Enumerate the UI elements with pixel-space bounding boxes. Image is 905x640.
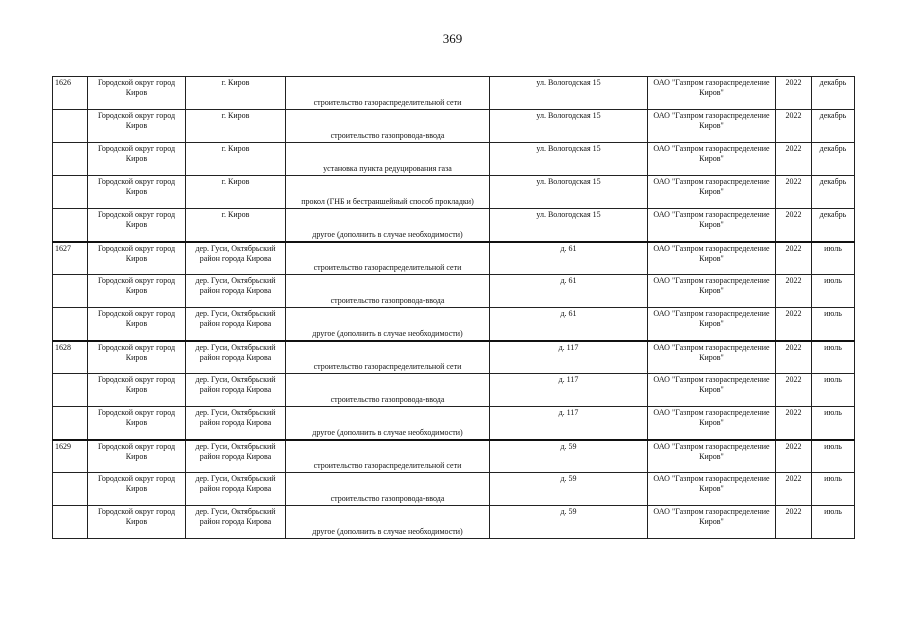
organization-cell: ОАО "Газпром газораспределение Киров"	[648, 110, 776, 143]
work-type-cell: другое (дополнить в случае необходимости)	[286, 506, 490, 539]
address-cell: д. 59	[490, 440, 648, 473]
organization-cell: ОАО "Газпром газораспределение Киров"	[648, 77, 776, 110]
year-cell: 2022	[776, 209, 812, 242]
month-cell: декабрь	[812, 209, 855, 242]
organization-cell: ОАО "Газпром газораспределение Киров"	[648, 473, 776, 506]
month-cell: июль	[812, 275, 855, 308]
year-cell: 2022	[776, 506, 812, 539]
work-type-cell: строительство газопровода-ввода	[286, 473, 490, 506]
locality-cell: г. Киров	[186, 176, 286, 209]
municipality-cell: Городской округ город Киров	[88, 374, 186, 407]
work-type-cell: установка пункта редуцирования газа	[286, 143, 490, 176]
year-cell: 2022	[776, 407, 812, 440]
table-row	[53, 308, 855, 341]
month-cell: июль	[812, 341, 855, 374]
year-cell: 2022	[776, 473, 812, 506]
year-cell: 2022	[776, 77, 812, 110]
table-row	[53, 440, 855, 473]
table-row	[53, 374, 855, 407]
work-type-cell: строительство газопровода-ввода	[286, 275, 490, 308]
row-number-cell	[53, 473, 88, 506]
organization-cell: ОАО "Газпром газораспределение Киров"	[648, 275, 776, 308]
row-number-cell: 1629	[53, 440, 88, 473]
municipality-cell: Городской округ город Киров	[88, 110, 186, 143]
address-cell: д. 117	[490, 374, 648, 407]
table-row	[53, 209, 855, 242]
locality-cell: дер. Гуси, Октябрьский район города Кирова	[186, 506, 286, 539]
address-cell: ул. Вологодская 15	[490, 77, 648, 110]
address-cell: д. 59	[490, 473, 648, 506]
year-cell: 2022	[776, 440, 812, 473]
table-row	[53, 110, 855, 143]
work-type-cell: строительство газораспределительной сети	[286, 341, 490, 374]
organization-cell: ОАО "Газпром газораспределение Киров"	[648, 506, 776, 539]
year-cell: 2022	[776, 110, 812, 143]
municipality-cell: Городской округ город Киров	[88, 440, 186, 473]
month-cell: июль	[812, 440, 855, 473]
address-cell: д. 61	[490, 275, 648, 308]
month-cell: июль	[812, 308, 855, 341]
address-cell: ул. Вологодская 15	[490, 143, 648, 176]
month-cell: декабрь	[812, 143, 855, 176]
table-row	[53, 143, 855, 176]
organization-cell: ОАО "Газпром газораспределение Киров"	[648, 308, 776, 341]
address-cell: д. 59	[490, 506, 648, 539]
organization-cell: ОАО "Газпром газораспределение Киров"	[648, 407, 776, 440]
row-number-cell	[53, 176, 88, 209]
locality-cell: г. Киров	[186, 209, 286, 242]
municipality-cell: Городской округ город Киров	[88, 473, 186, 506]
month-cell: декабрь	[812, 77, 855, 110]
month-cell: июль	[812, 242, 855, 275]
page-number: 369	[442, 31, 463, 46]
row-number-cell	[53, 209, 88, 242]
table-row	[53, 407, 855, 440]
organization-cell: ОАО "Газпром газораспределение Киров"	[648, 209, 776, 242]
locality-cell: г. Киров	[186, 110, 286, 143]
row-number-cell: 1628	[53, 341, 88, 374]
month-cell: июль	[812, 473, 855, 506]
municipality-cell: Городской округ город Киров	[88, 77, 186, 110]
locality-cell: г. Киров	[186, 143, 286, 176]
row-number-cell	[53, 506, 88, 539]
work-type-cell: строительство газораспределительной сети	[286, 440, 490, 473]
row-number-cell	[53, 308, 88, 341]
address-cell: д. 117	[490, 407, 648, 440]
organization-cell: ОАО "Газпром газораспределение Киров"	[648, 374, 776, 407]
year-cell: 2022	[776, 374, 812, 407]
organization-cell: ОАО "Газпром газораспределение Киров"	[648, 143, 776, 176]
locality-cell: г. Киров	[186, 77, 286, 110]
row-number-cell: 1626	[53, 77, 88, 110]
row-number-cell	[53, 407, 88, 440]
address-cell: ул. Вологодская 15	[490, 176, 648, 209]
organization-cell: ОАО "Газпром газораспределение Киров"	[648, 242, 776, 275]
locality-cell: дер. Гуси, Октябрьский район города Кирова	[186, 374, 286, 407]
year-cell: 2022	[776, 176, 812, 209]
registry-table	[52, 76, 855, 539]
work-type-cell: строительство газораспределительной сети	[286, 242, 490, 275]
table-row	[53, 275, 855, 308]
address-cell: д. 117	[490, 341, 648, 374]
month-cell: июль	[812, 374, 855, 407]
municipality-cell: Городской округ город Киров	[88, 506, 186, 539]
work-type-cell: другое (дополнить в случае необходимости)	[286, 308, 490, 341]
row-number-cell	[53, 374, 88, 407]
work-type-cell: строительство газопровода-ввода	[286, 374, 490, 407]
locality-cell: дер. Гуси, Октябрьский район города Кирова	[186, 407, 286, 440]
table-row	[53, 242, 855, 275]
work-type-cell: прокол (ГНБ и бестраншейный способ прокладки)	[286, 176, 490, 209]
month-cell: декабрь	[812, 176, 855, 209]
table-body	[53, 77, 855, 539]
row-number-cell	[53, 275, 88, 308]
month-cell: июль	[812, 407, 855, 440]
year-cell: 2022	[776, 308, 812, 341]
municipality-cell: Городской округ город Киров	[88, 407, 186, 440]
municipality-cell: Городской округ город Киров	[88, 275, 186, 308]
row-number-cell: 1627	[53, 242, 88, 275]
municipality-cell: Городской округ город Киров	[88, 143, 186, 176]
municipality-cell: Городской округ город Киров	[88, 176, 186, 209]
work-type-cell: строительство газораспределительной сети	[286, 77, 490, 110]
table-row	[53, 77, 855, 110]
locality-cell: дер. Гуси, Октябрьский район города Кирова	[186, 341, 286, 374]
table-row	[53, 176, 855, 209]
locality-cell: дер. Гуси, Октябрьский район города Кирова	[186, 275, 286, 308]
work-type-cell: другое (дополнить в случае необходимости)	[286, 407, 490, 440]
year-cell: 2022	[776, 275, 812, 308]
work-type-cell: другое (дополнить в случае необходимости)	[286, 209, 490, 242]
month-cell: декабрь	[812, 110, 855, 143]
organization-cell: ОАО "Газпром газораспределение Киров"	[648, 341, 776, 374]
municipality-cell: Городской округ город Киров	[88, 341, 186, 374]
year-cell: 2022	[776, 341, 812, 374]
address-cell: д. 61	[490, 308, 648, 341]
locality-cell: дер. Гуси, Октябрьский район города Кирова	[186, 473, 286, 506]
row-number-cell	[53, 143, 88, 176]
municipality-cell: Городской округ город Киров	[88, 209, 186, 242]
month-cell: июль	[812, 506, 855, 539]
locality-cell: дер. Гуси, Октябрьский район города Кирова	[186, 308, 286, 341]
table-row	[53, 341, 855, 374]
address-cell: ул. Вологодская 15	[490, 209, 648, 242]
address-cell: д. 61	[490, 242, 648, 275]
organization-cell: ОАО "Газпром газораспределение Киров"	[648, 440, 776, 473]
address-cell: ул. Вологодская 15	[490, 110, 648, 143]
organization-cell: ОАО "Газпром газораспределение Киров"	[648, 176, 776, 209]
table-row	[53, 506, 855, 539]
table-row	[53, 473, 855, 506]
locality-cell: дер. Гуси, Октябрьский район города Кирова	[186, 440, 286, 473]
locality-cell: дер. Гуси, Октябрьский район города Кирова	[186, 242, 286, 275]
work-type-cell: строительство газопровода-ввода	[286, 110, 490, 143]
municipality-cell: Городской округ город Киров	[88, 308, 186, 341]
row-number-cell	[53, 110, 88, 143]
municipality-cell: Городской округ город Киров	[88, 242, 186, 275]
year-cell: 2022	[776, 143, 812, 176]
year-cell: 2022	[776, 242, 812, 275]
